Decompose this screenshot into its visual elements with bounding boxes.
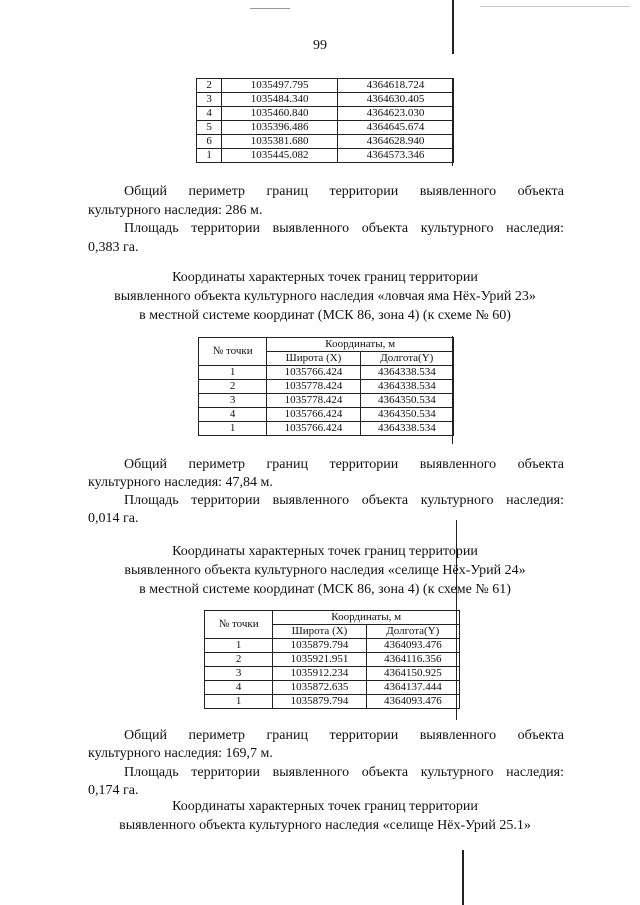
cell-lat: 1035912.234 [273, 667, 366, 681]
table1-body [197, 79, 454, 163]
cell-point: 5 [197, 121, 222, 135]
area-paragraph-3b: 0,174 га. [88, 783, 139, 798]
table-row [205, 667, 460, 681]
cell-point: 2 [199, 380, 267, 394]
cell-lat: 1035766.424 [267, 366, 360, 380]
cell-point: 4 [197, 107, 222, 121]
table-row [197, 121, 454, 135]
heading-line: в местной системе координат (МСК 86, зона 4) (к схеме № 60) [139, 308, 511, 323]
cell-point: 1 [199, 422, 267, 436]
cell-point: 1 [205, 695, 273, 709]
perimeter-paragraph-3a: Общий периметр границ территории выявленного объекта [124, 728, 564, 743]
header-lon: Долгота(Y) [366, 625, 459, 639]
cell-lon: 4364338.534 [360, 422, 453, 436]
table-row [197, 149, 454, 163]
perimeter-paragraph-2b: культурного наследия: 47,84 м. [88, 475, 273, 490]
heading-line: выявленного объекта культурного наследия «селище Нёх-Урий 24» [124, 563, 526, 578]
header-point: № точки [199, 338, 267, 366]
cell-point: 3 [197, 93, 222, 107]
cell-lat: 1035497.795 [222, 79, 338, 93]
heading-line: Координаты характерных точек границ территории [172, 270, 478, 285]
table-row [199, 408, 454, 422]
scan-speck [250, 8, 290, 9]
cell-lat: 1035879.794 [273, 695, 366, 709]
table-row [205, 681, 460, 695]
cell-lon: 4364150.925 [366, 667, 459, 681]
cell-lon: 4364350.534 [360, 408, 453, 422]
cell-lon: 4364350.534 [360, 394, 453, 408]
table2-body [199, 366, 454, 436]
cell-lat: 1035778.424 [267, 380, 360, 394]
cell-lon: 4364137.444 [366, 681, 459, 695]
table-header [205, 611, 460, 639]
header-coords: Координаты, м [273, 611, 460, 625]
cell-point: 2 [205, 653, 273, 667]
heading-line: Координаты характерных точек границ территории [172, 544, 478, 559]
cell-lon: 4364338.534 [360, 380, 453, 394]
section-heading-60 [70, 268, 580, 325]
area-paragraph-2a: Площадь территории выявленного объекта культурного наследия: [124, 493, 564, 508]
header-lat: Широта (X) [273, 625, 366, 639]
coordinates-table-61 [204, 610, 460, 709]
coordinates-table-continued [196, 78, 454, 163]
table-row [199, 380, 454, 394]
header-coords: Координаты, м [267, 338, 454, 352]
cell-lon: 4364628.940 [338, 135, 454, 149]
cell-lat: 1035396.486 [222, 121, 338, 135]
table-row [205, 695, 460, 709]
header-point: № точки [205, 611, 273, 639]
area-paragraph-2b: 0,014 га. [88, 511, 139, 526]
cell-lon: 4364116.356 [366, 653, 459, 667]
area-paragraph-3a: Площадь территории выявленного объекта культурного наследия: [124, 765, 564, 780]
table-row [199, 366, 454, 380]
cell-lat: 1035484.340 [222, 93, 338, 107]
table3-body [205, 639, 460, 709]
header-lon: Долгота(Y) [360, 352, 453, 366]
table-row [199, 422, 454, 436]
cell-point: 1 [199, 366, 267, 380]
cell-lat: 1035381.680 [222, 135, 338, 149]
section-heading-61 [70, 542, 580, 599]
cell-lat: 1035445.082 [222, 149, 338, 163]
table-row [197, 79, 454, 93]
cell-point: 1 [197, 149, 222, 163]
cell-point: 4 [205, 681, 273, 695]
cell-point: 2 [197, 79, 222, 93]
scan-speck [480, 6, 630, 7]
heading-line: в местной системе координат (МСК 86, зона 4) (к схеме № 61) [139, 582, 511, 597]
cell-lat: 1035872.635 [273, 681, 366, 695]
cell-lat: 1035879.794 [273, 639, 366, 653]
cell-lat: 1035460.840 [222, 107, 338, 121]
cell-lat: 1035766.424 [267, 422, 360, 436]
cell-point: 6 [197, 135, 222, 149]
cell-lon: 4364630.405 [338, 93, 454, 107]
header-lat: Широта (X) [267, 352, 360, 366]
cell-point: 1 [205, 639, 273, 653]
heading-line: Координаты характерных точек границ территории [172, 799, 478, 814]
table-row [205, 639, 460, 653]
cell-point: 4 [199, 408, 267, 422]
page-number: 99 [313, 38, 327, 53]
perimeter-paragraph-1b: культурного наследия: 286 м. [88, 203, 263, 218]
cell-lat: 1035766.424 [267, 408, 360, 422]
perimeter-paragraph-3b: культурного наследия: 169,7 м. [88, 746, 273, 761]
area-paragraph-1a: Площадь территории выявленного объекта культурного наследия: [124, 221, 564, 236]
area-paragraph-1b: 0,383 га. [88, 240, 139, 255]
cell-lon: 4364573.346 [338, 149, 454, 163]
cell-point: 3 [205, 667, 273, 681]
cell-lon: 4364093.476 [366, 639, 459, 653]
coordinates-table-60 [198, 337, 454, 436]
cell-point: 3 [199, 394, 267, 408]
heading-line: выявленного объекта культурного наследия «селище Нёх-Урий 25.1» [119, 818, 531, 833]
perimeter-paragraph-1a: Общий периметр границ территории выявленного объекта [124, 184, 564, 199]
table-row [199, 394, 454, 408]
cell-lon: 4364338.534 [360, 366, 453, 380]
heading-line: выявленного объекта культурного наследия «ловчая яма Нёх-Урий 23» [114, 289, 536, 304]
cell-lat: 1035778.424 [267, 394, 360, 408]
cell-lat: 1035921.951 [273, 653, 366, 667]
scan-fold-line-bottom [462, 850, 464, 905]
table-header [199, 338, 454, 366]
table-row [205, 653, 460, 667]
cell-lon: 4364623.030 [338, 107, 454, 121]
perimeter-paragraph-2a: Общий периметр границ территории выявленного объекта [124, 457, 564, 472]
section-heading-25-1 [70, 797, 580, 835]
cell-lon: 4364093.476 [366, 695, 459, 709]
table-row [197, 135, 454, 149]
cell-lon: 4364618.724 [338, 79, 454, 93]
cell-lon: 4364645.674 [338, 121, 454, 135]
table-row [197, 93, 454, 107]
table-row [197, 107, 454, 121]
